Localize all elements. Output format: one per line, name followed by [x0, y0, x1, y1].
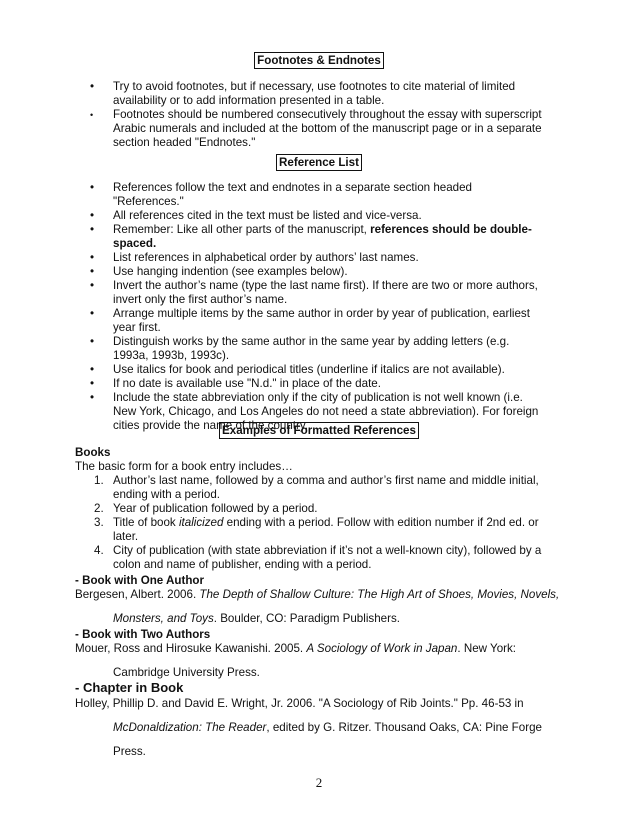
- list-item: [0, 223, 543, 251]
- page-number: 2: [315, 775, 323, 790]
- one-author-title: - Book with One Author: [75, 574, 205, 587]
- list-item: • Try to avoid footnotes, but if necessary, use footnotes to cite material of limited availability or to add information presented in a table.: [0, 80, 543, 108]
- list-item: • Arrange multiple items by the same author in order by year of publication, earliest year first.: [0, 307, 543, 335]
- two-authors-title: - Book with Two Authors: [75, 628, 211, 641]
- list-item: • If no date is available use "N.d." in place of the date.: [0, 377, 543, 391]
- two-authors-reference: Mouer, Ross and Hirosuke Kawanishi. 2005. A Sociology of Work in Japan. New York: Cambridge University Press.: [75, 642, 517, 679]
- list-item: 1. Author’s last name, followed by a comma and author’s first name and middle initial, ending with a period.: [94, 474, 539, 501]
- examples-heading: Examples of Formatted References: [0, 422, 638, 439]
- list-item: • Footnotes should be numbered consecutively throughout the essay with superscript Arabic numerals and included at the bottom of the manuscript page or in a separate section headed "Endnotes.": [0, 108, 543, 150]
- list-item: • List references in alphabetical order by authors’ last names.: [0, 251, 543, 265]
- chapter-title: - Chapter in Book: [75, 680, 184, 695]
- reference-list-heading: Reference List: [0, 154, 638, 171]
- list-item: 3. Title of book italicized ending with a period. Follow with edition number if 2nd ed. or later.: [94, 516, 539, 543]
- chapter-reference: Holley, Phillip D. and David E. Wright, Jr. 2006. "A Sociology of Rib Joints." Pp. 46-53 in McDonaldization: The Reader, edited by G. Ritzer. Thousand Oaks, CA: Pine Forge Press.: [75, 697, 542, 758]
- footnotes-heading: Footnotes & Endnotes: [0, 52, 638, 69]
- list-item: • Use hanging indention (see examples below).: [0, 265, 543, 279]
- list-item: • Include the state abbreviation only if the city of publication is not well known (i.e. New York, Chicago, and Los Angeles do not need a state abbreviation). For foreign cities provide the name of the country.: [0, 391, 543, 433]
- list-item: • References follow the text and endnotes in a separate section headed "References.": [0, 181, 543, 209]
- one-author-reference: Bergesen, Albert. 2006. The Depth of Shallow Culture: The High Art of Shoes, Movies, Novels, Monsters, and Toys. Boulder, CO: Paradigm Publishers.: [75, 588, 560, 625]
- emphasis-text: references should be double-spaced.: [113, 223, 532, 250]
- books-intro: The basic form for a book entry includes…: [75, 460, 293, 473]
- list-item: 2. Year of publication followed by a period.: [94, 502, 318, 515]
- list-item: 4. City of publication (with state abbreviation if it’s not a well-known city), followed by a colon and name of publisher, ending with a period.: [94, 544, 542, 571]
- footnotes-list: [0, 80, 543, 150]
- list-item: • All references cited in the text must be listed and vice-versa.: [0, 209, 543, 223]
- list-item-text: Remember: Like all other parts of the manuscript,: [113, 223, 371, 236]
- list-item: • Use italics for book and periodical titles (underline if italics are not available).: [0, 363, 543, 377]
- book-form-steps: [0, 474, 543, 572]
- books-title: Books: [75, 446, 111, 459]
- reference-list-rules: [0, 181, 543, 433]
- list-item: • Distinguish works by the same author in the same year by adding letters (e.g. 1993a, 1993b, 1993c).: [0, 335, 543, 363]
- list-item: • Invert the author’s name (type the last name first). If there are two or more authors, invert only the first author’s name.: [0, 279, 543, 307]
